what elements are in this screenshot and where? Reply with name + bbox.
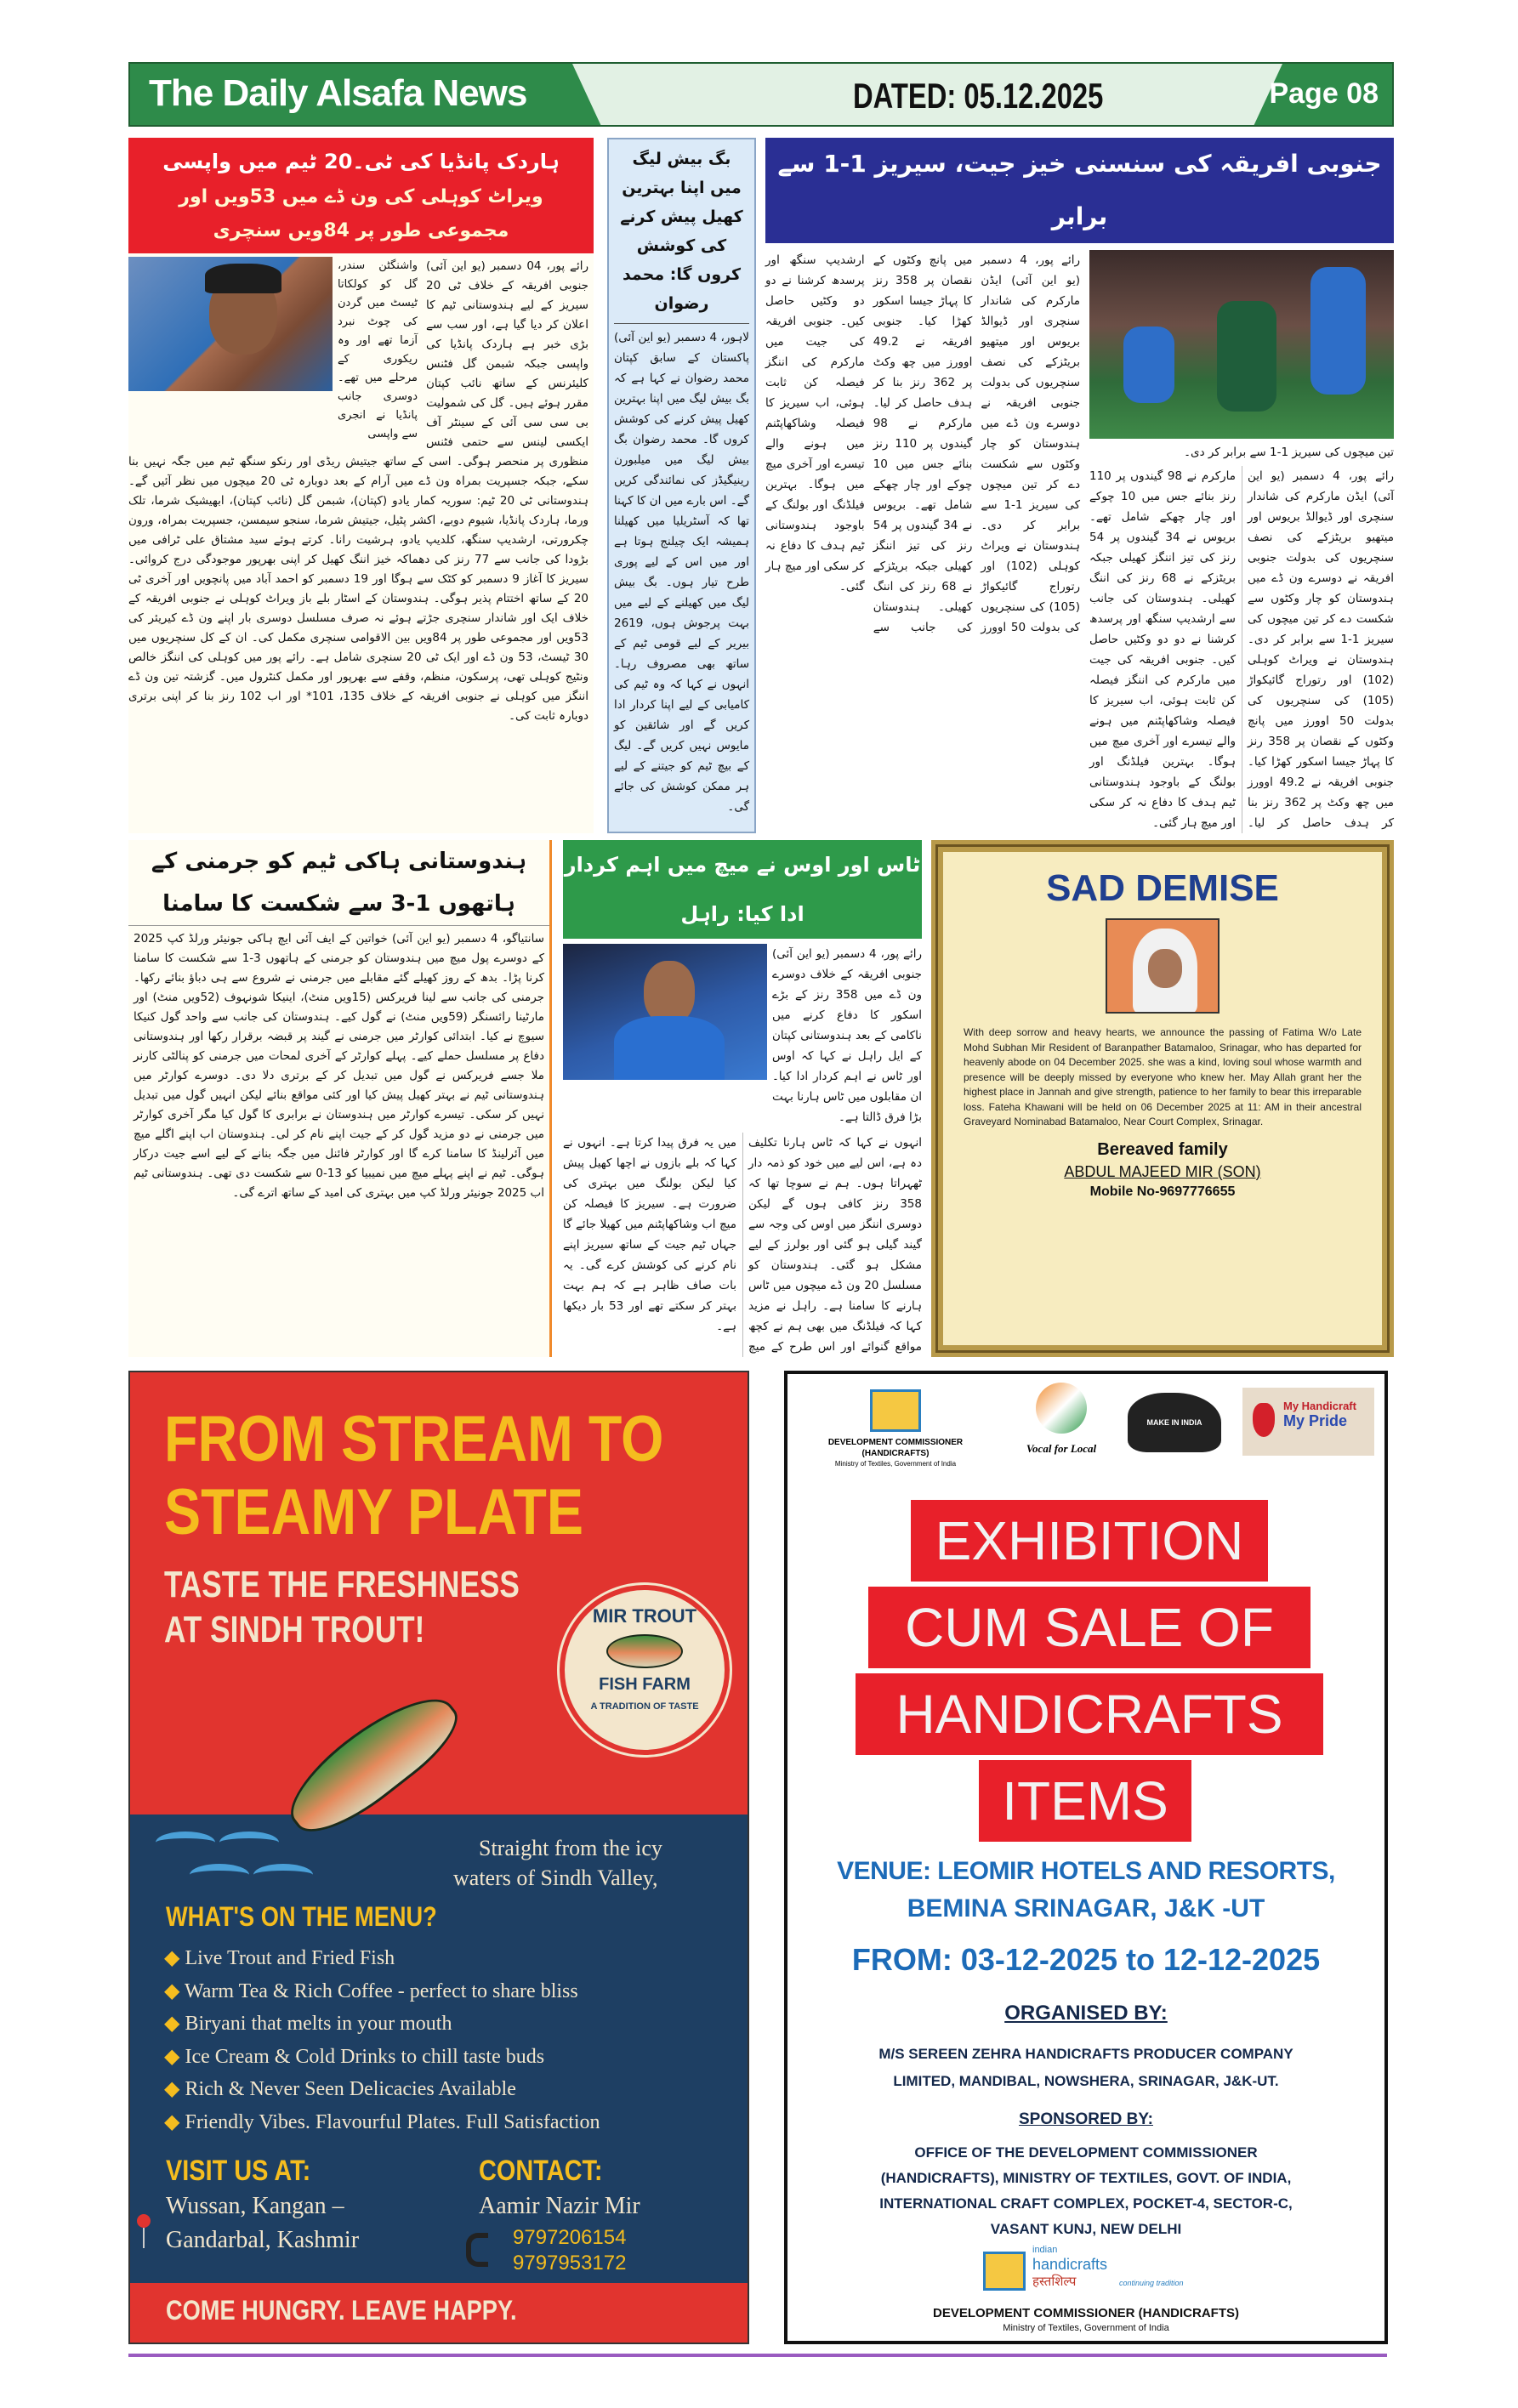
footer-dc-title: DEVELOPMENT COMMISSIONER (HANDICRAFTS) xyxy=(933,2306,1239,2320)
venue-line-1: VENUE: LEOMIR HOTELS AND RESORTS, xyxy=(837,1857,1335,1885)
sponsor-line-2: (HANDICRAFTS), MINISTRY OF TEXTILES, GOVT. OF INDIA, xyxy=(880,2170,1292,2186)
contact-title: CONTACT: xyxy=(479,2155,603,2187)
sponsored-label: SPONSORED BY: xyxy=(1018,2110,1153,2128)
headline-hardik xyxy=(128,138,594,253)
phone-1: 9797206154 xyxy=(513,2226,627,2249)
row-top-stories xyxy=(128,138,1394,833)
venue-line-2: BEMINA SRINAGAR, J&K -UT xyxy=(907,1894,1265,1922)
hand-icon xyxy=(1253,1403,1275,1437)
obituary-title: SAD DEMISE xyxy=(1046,867,1279,909)
sponsor-line-4: VASANT KUNJ, NEW DELHI xyxy=(990,2221,1182,2237)
article-hockey xyxy=(128,840,552,1357)
hardik-pandya-photo xyxy=(128,257,333,391)
article-rizwan xyxy=(607,138,756,833)
headline-rizwan: بگ بیش لیگ میں اپنا بہترین کھیل پیش کرنے کی کوشش کروں گا: محمد رضوان xyxy=(620,150,743,313)
badge-fish-icon xyxy=(606,1634,683,1668)
tricolour-emblem-icon xyxy=(1036,1383,1087,1434)
rizwan-body: لاہور، 4 دسمبر (یو این آئی) پاکستان کے سابق کپتان محمد رضوان نے کہا ہے کہ بگ بیش لیگ میں اپنا بہترین کھیل پیش کرنے کی کوشش کروں گا۔ محمد رضوان بگ بیش لیگ میں میلبورن رینیگیڈز کی نمائندگی کریں گے۔ اس بارے میں ان کا کہنا تھا کہ آسٹریلیا میں کھیلنا ہمیشہ ایک چیلنج ہوتا ہے اور میں اس کے لیے پوری طرح تیار ہوں۔ بگ بیش لیگ میں کھیلنے کے لیے میں بہت پرجوش ہوں، 2619 بیریر کے لیے قومی ٹیم کے ساتھ بھی مصروف رہا۔ انہوں نے کہا کہ وہ ٹیم کی کامیابی کے لیے اپنا کردار ادا کریں گے اور شائقین کو مایوس نہیں کریں گے۔ لیگ کے بیچ ٹیم کو جیتنے کے لیے ہر ممکن کوشش کی جائے گی۔ xyxy=(614,331,749,814)
cricket-match-photo xyxy=(1089,250,1394,439)
trout-ad xyxy=(128,1371,749,2344)
obituary-text: With deep sorrow and heavy hearts, we announce the passing of Fatima W/o Late Mohd Subhan Mir Resident of Baranpather Batamaloo, Srinagar, who has departed for heavenly abode on 04 December 2025. she was a kind, loving soul whose warmth and presence will be deeply missed by everyone who knew her. May Allah grant her the highest place in Jannah and give strength, patience to her family to bear this irreparable loss. Fateha Khawani will be held on 06 December 2025 at 11: AM in their ancestral Graveyard Nominabad Batamaloo, Near Court Complex, Srinagar. xyxy=(964,1026,1362,1127)
expo-title-4: ITEMS xyxy=(979,1760,1191,1842)
deceased-photo xyxy=(1106,918,1220,1014)
handicrafts-logo-icon xyxy=(870,1389,921,1432)
article-sa-win xyxy=(765,138,1394,833)
masthead xyxy=(128,62,1394,127)
organiser-line-2: LIMITED, MANDIBAL, NOWSHERA, SRINAGAR, J&K-UT. xyxy=(893,2073,1279,2089)
menu-title: WHAT'S ON THE MENU? xyxy=(166,1901,437,1932)
menu-item: ◆ Friendly Vibes. Flavourful Plates. Full Satisfaction xyxy=(164,2110,600,2133)
row-adverts xyxy=(128,1371,1394,2344)
rahul-body: انہوں نے کہا کہ ٹاس ہارنا تکلیف دہ ہے، اس لیے میں خود کو ذمہ دار ٹھہراتا ہوں۔ ہم نے سوچا تھا کہ 358 رنز کافی ہوں گے لیکن دوسری اننگز میں اوس کی وجہ سے گیند گیلی ہو گئی اور بولرز کے لیے مشکل ہو گئی۔ ہندوستان کو مسلسل 20 ون ڈے میچوں میں ٹاس ہارنے کا سامنا ہے۔ راہل نے مزید کہا کہ فیلڈنگ میں بھی ہم نے کچھ مواقع گنوائے اور اس طرح کے میچ میں یہ فرق پیدا کرتا ہے۔ انہوں نے کہا کہ بلے بازوں نے اچھا کھیل پیش کیا لیکن بولنگ میں بہتری کی ضرورت ہے۔ سیریز کا فیصلہ کن میچ اب وشاکھاپٹنم میں کھیلا جائے گا جہاں ٹیم جیت کے ساتھ سیریز اپنے نام کرنے کی کوشش کرے گی۔ یہ بات صاف ظاہر ہے کہ ہم بہت بہتر کر سکتے تھے اور 53 بار دیکھا ہے۔ xyxy=(563,1136,922,1354)
page-number: Page 08 xyxy=(1269,77,1379,110)
visit-title: VISIT US AT: xyxy=(166,2155,311,2187)
trout-headline: FROM STREAM TO STEAMY PLATE xyxy=(164,1403,664,1548)
headline-hockey: ہندوستانی ہاکی ٹیم کو جرمنی کے ہاتھوں 1-3 سے شکست کا سامنا xyxy=(128,840,549,926)
dc-logo-sub: Ministry of Textiles, Government of India xyxy=(834,1460,957,1468)
menu-item: ◆ Ice Cream & Cold Drinks to chill taste buds xyxy=(164,2045,545,2068)
sponsor-line-1: OFFICE OF THE DEVELOPMENT COMMISSIONER xyxy=(914,2144,1258,2161)
jersey-number-graphic xyxy=(1217,301,1276,412)
page-bottom-rule xyxy=(128,2354,1387,2357)
menu-item: ◆ Rich & Never Seen Delicacies Available xyxy=(164,2078,516,2100)
obituary-ad xyxy=(931,840,1394,1357)
rahul-body-top: رائے پور، 4 دسمبر (یو این آئی) جنوبی افریقہ کے خلاف دوسرے ون ڈے میں 358 رنز کے بڑے اسکور کا دفاع کرنے میں ناکامی کے بعد ہندوستانی کپتان کے ایل راہل نے کہا کہ اوس اور ٹاس نے اہم کردار ادا کیا۔ ان مقابلوں میں ٹاس ہارنا بہت بڑا فرق ڈالتا ہے۔ xyxy=(772,947,922,1124)
headline-sa-win: جنوبی افریقہ کی سنسنی خیز جیت، سیریز 1-1 سے برابر xyxy=(765,138,1394,243)
expo-title-1: EXHIBITION xyxy=(911,1500,1268,1582)
logo-word-indian: indian xyxy=(1032,2245,1058,2255)
hardik-side-text: واشنگٹن سندر، گل کو کولکاتا ٹیسٹ میں گردن کی چوٹ نبرد آزما تھے اور وہ ریکوری کے مرحلے میں تھے۔ دوسری جانب پانڈیا نے انجری سے واپسی xyxy=(338,259,418,440)
footer-dc-sub: Ministry of Textiles, Government of India xyxy=(1003,2323,1169,2333)
bullet-diamond-icon: ◆ xyxy=(164,1979,185,2002)
mir-trout-badge xyxy=(560,1585,730,1755)
mobile-number: Mobile No-9697776655 xyxy=(1089,1184,1236,1199)
menu-list xyxy=(164,1942,600,2138)
son-name: ABDUL MAJEED MIR (SON) xyxy=(1064,1162,1261,1180)
vocal-for-local-logo xyxy=(1010,1383,1112,1456)
dc-handicrafts-logo xyxy=(798,1389,993,1468)
pride-line-2: My Pride xyxy=(1283,1412,1348,1429)
article-rahul xyxy=(563,840,922,1357)
logo-word-hindi: हस्तशिल्प xyxy=(1032,2274,1077,2289)
phone-icon xyxy=(466,2233,488,2267)
organiser-line-1: M/S SEREEN ZEHRA HANDICRAFTS PRODUCER COMPANY xyxy=(878,2046,1293,2062)
menu-item: ◆ Biryani that melts in your mouth xyxy=(164,2013,452,2035)
contact-name: Aamir Nazir Mir xyxy=(479,2193,640,2219)
bullet-diamond-icon: ◆ xyxy=(164,2110,185,2133)
issue-date: DATED: 05.12.2025 xyxy=(853,76,1104,116)
sponsor-line-3: INTERNATIONAL CRAFT COMPLEX, POCKET-4, SECTOR-C, xyxy=(879,2195,1293,2212)
logo-tagline: continuing tradition xyxy=(1119,2279,1184,2287)
article-hardik xyxy=(128,138,594,833)
trout-tagline-1: Straight from the icy xyxy=(479,1836,662,1860)
handicrafts-logo-icon xyxy=(983,2252,1026,2291)
make-in-india-lion-logo: MAKE IN INDIA xyxy=(1128,1393,1221,1452)
logo-word-handicrafts: handicrafts xyxy=(1032,2256,1108,2273)
bullet-diamond-icon: ◆ xyxy=(164,2013,185,2035)
hardik-body: رائے پور، 04 دسمبر (یو این آئی) جنوبی افریقہ کے خلاف ٹی 20 سیریز کے لیے ہندوستانی ٹیم کا اعلان کر دیا گیا ہے، اور سب سے بڑی خبر ہے ہاردک پانڈیا کی واپسی جبکہ شبمن گل فٹنس کلیئرنس کے ساتھ نائب کپتان مقرر ہوئے ہیں۔ گل کی شمولیت بی سی سی آئی کے سینٹر آف ایکسی لینس سے حتمی فٹنس منظوری پر منحصر ہوگی۔ اسی کے ساتھ جیتیش ریڈی اور رنکو سنگھ ٹیم میں جگہ نہیں بنا سکے، جبکہ جسپریت بمراہ ون ڈے میں آرام کے بعد دوبارہ ٹی 20 میچوں میں نظر آئیں گے۔ ہندوستانی ٹی 20 ٹیم: سوریہ کمار یادو (کپتان)، شبمن گل (نائب کپتان)، ابھیشیک شرما، تلک ورما، ہاردک پانڈیا، شیوم دوبے، اکشر پٹیل، جیتیش شرما، سنجو سیمسن، جسپریت بمراہ، ورون چکرورتی، ارشدیپ سنگھ، کلدیپ یادو، ہرشیت رانا۔ کرتے ہوئے سید مشتاق علی ٹرافی میں بڑودا کی جانب سے 77 رنز کی دھماکہ خیز اننگ کھیل کر اپنی بھرپور موجودگی درج کروائی۔ سیریز کا آغاز 9 دسمبر کو کٹک سے ہوگا اور 19 دسمبر کو احمد آباد میں پانچویں اور آخری ٹی 20 کے ساتھ اختتام پذیر ہوگی۔ ہندوستان کے اسٹار بلے باز ویراٹ کوہلی نے جنوبی افریقہ کے خلاف ایک اور شاندار سنچری جڑتے ہوئے نہ صرف مسلسل دوسری بار اپنے ون ڈے کیریئر کی 53ویں اور مجموعی طور پر 84ویں بین الاقوامی سنچری مکمل کی۔ ان کے کل سنچریوں میں 30 ٹیسٹ، 53 ون ڈے اور ایک ٹی 20 سنچری شامل ہے۔ رائے پور میں کوہلی کی اننگز خالص ونٹیج کوہلی تھی، پرسکون، منظم، وقفے سے بھرپور اور مکمل کنٹرول میں۔ گزشتہ تین ون ڈے اننگز میں کوہلی نے جنوبی افریقہ کے خلاف 135، 101* اور اب 102 رنز بنا کر اپنی برتری دوبارہ ثابت کی۔ xyxy=(128,259,589,723)
organised-label: ORGANISED BY: xyxy=(1004,2002,1168,2025)
my-handicraft-logo xyxy=(1242,1388,1374,1456)
hardik-body-area xyxy=(128,253,594,730)
sa-win-body-cont: رائے پور، 4 دسمبر (یو این آئی) ایڈن مارکرم کی شاندار سنچری اور ڈیوالڈ بریوس اور میتھیو بریٹزکے کی نصف سنچریوں کی بدولت جنوبی افریقہ نے دوسرے ون ڈے میں ہندوستان کو چار وکٹوں سے شکست دے کر تین میچوں کی سیریز 1-1 سے برابر کر دی۔ ہندوستان نے ویراٹ کوہلی (102) اور رتوراج گائیکواڑ (105) کی سنچریوں کی بدولت 50 اوورز میں پانچ وکٹوں کے نقصان پر 358 رنز کا پہاڑ جیسا اسکور کھڑا کیا۔ جنوبی افریقہ نے 49.2 اوورز میں چھ وکٹ پر 362 رنز بنا کر ہدف حاصل کر لیا۔ مارکرم نے 98 گیندوں پر 110 رنز بنائے جس میں 10 چوکے اور چار چھکے شامل تھے۔ بریوس نے 34 گیندوں پر 54 رنز کی تیز اننگز کھیلی جبکہ بریٹزکے نے 68 رنز کی اننگ کھیلی۔ ہندوستان کی جانب سے ارشدیپ سنگھ اور پرسدھ کرشنا نے دو دو وکٹیں حاصل کیں۔ جنوبی افریقہ کی جیت میں مارکرم کی اننگز فیصلہ کن ثابت ہوئی، اب سیریز کا فیصلہ وشاکھاپٹنم میں ہونے والے تیسرے اور آخری میچ میں ہوگا۔ بہترین فیلڈنگ اور بولنگ کے باوجود ہندوستانی ٹیم ہدف کا دفاع نہ کر سکی اور میچ ہار گئی۔ xyxy=(1089,469,1395,830)
sa-win-caption: تین میچوں کی سیریز 1-1 سے برابر کر دی۔ xyxy=(1184,446,1394,459)
trout-tagline-2: waters of Sindh Valley, xyxy=(453,1866,658,1890)
exhibition-ad xyxy=(784,1371,1388,2344)
bullet-diamond-icon: ◆ xyxy=(164,2045,185,2068)
trout-sub-2: AT SINDH TROUT! xyxy=(164,1609,425,1650)
map-pin-icon xyxy=(137,2214,151,2228)
badge-mid-text: FISH FARM xyxy=(599,1675,691,1694)
bullet-diamond-icon: ◆ xyxy=(164,1947,185,1969)
hardik-figure xyxy=(128,257,418,444)
vocal-logo-text: Vocal for Local xyxy=(1026,1442,1097,1455)
phone-2: 9797953172 xyxy=(513,2252,627,2275)
sa-win-body: رائے پور، 4 دسمبر (یو این آئی) ایڈن مارکرم کی شاندار سنچری اور ڈیوالڈ بریوس اور میتھیو بریٹزکے کی نصف سنچریوں کی بدولت جنوبی افریقہ نے دوسرے ون ڈے میں ہندوستان کو چار وکٹوں سے شکست دے کر تین میچوں کی سیریز 1-1 سے برابر کر دی۔ ہندوستان نے ویراٹ کوہلی (102) اور رتوراج گائیکواڑ (105) کی سنچریوں کی بدولت 50 اوورز میں پانچ وکٹوں کے نقصان پر 358 رنز کا پہاڑ جیسا اسکور کھڑا کیا۔ جنوبی افریقہ نے 49.2 اوورز میں چھ وکٹ پر 362 رنز بنا کر ہدف حاصل کر لیا۔ مارکرم نے 98 گیندوں پر 110 رنز بنائے جس میں 10 چوکے اور چار چھکے شامل تھے۔ بریوس نے 34 گیندوں پر 54 رنز کی تیز اننگز کھیلی جبکہ بریٹزکے نے 68 رنز کی اننگ کھیلی۔ ہندوستان کی جانب سے ارشدیپ سنگھ اور پرسدھ کرشنا نے دو دو وکٹیں حاصل کیں۔ جنوبی افریقہ کی جیت میں مارکرم کی اننگز فیصلہ کن ثابت ہوئی، اب سیریز کا فیصلہ وشاکھاپٹنم میں ہونے والے تیسرے اور آخری میچ میں ہوگا۔ بہترین فیلڈنگ اور بولنگ کے باوجود ہندوستانی ٹیم ہدف کا دفاع نہ کر سکی اور میچ ہار گئی۔ xyxy=(765,253,1080,634)
menu-item: ◆ Warm Tea & Rich Coffee - perfect to share bliss xyxy=(164,1979,578,2002)
headline-line-1: ہاردک پانڈیا کی ٹی۔20 ٹیم میں واپسی xyxy=(162,150,560,173)
trout-sub-1: TASTE THE FRESHNESS xyxy=(164,1564,520,1605)
address-line-2: Gandarbal, Kashmir xyxy=(166,2227,360,2253)
bereaved-label: Bereaved family xyxy=(1097,1139,1228,1159)
dc-logo-title: DEVELOPMENT COMMISSIONER (HANDICRAFTS) xyxy=(827,1438,964,1458)
exhibition-dates: FROM: 03-12-2025 to 12-12-2025 xyxy=(851,1942,1321,1977)
bullet-diamond-icon: ◆ xyxy=(164,2078,185,2100)
badge-top-text: MIR TROUT xyxy=(592,1605,697,1627)
map-pin-stem xyxy=(143,2228,145,2248)
indian-handicrafts-footer-logo xyxy=(983,2245,1204,2303)
headline-line-2: ویراٹ کوہلی کی ون ڈے میں 53ویں اور مجموعی طور پر 84ویں سنچری xyxy=(179,186,543,241)
headline-rahul: ٹاس اور اوس نے میچ میں اہم کردار ادا کیا: راہل xyxy=(563,840,922,939)
trout-footer-text: COME HUNGRY. LEAVE HAPPY. xyxy=(166,2295,517,2326)
hockey-body: سانتیاگو، 4 دسمبر (یو این آئی) خواتین کے ایف آئی ایچ ہاکی جونیئر ورلڈ کپ 2025 کے دوسرے پول میچ میں ہندوستان کو جرمنی کے ہاتھوں 3-1 سے شکست کا سامنا کرنا پڑا۔ بدھ کے روز کھیلے گئے مقابلے میں جرمنی نے شروع سے ہی دباؤ بنائے رکھا۔ جرمنی کی جانب سے لینا فریرکس (15ویں منٹ)، اینیکا شونہوف (52ویں منٹ) اور مارٹینا رائسنگر (59ویں منٹ) نے گول کیے۔ ہندوستان کی جانب سے واحد گول کنیکا سیوچ نے کیا۔ ابتدائی کوارٹر میں جرمنی نے گیند پر قبضہ برقرار رکھا اور ہندوستانی دفاع پر مسلسل حملے کیے۔ پہلے کوارٹر کے آخری لمحات میں جرمنی کو پنالٹی کارنر ملا جسے فریرکس نے گول میں تبدیل کر کے برتری دلا دی۔ دوسرے کوارٹر میں ہندوستانی ٹیم نے بہتر کھیل پیش کیا اور کئی مواقع بنائے لیکن انہیں گول میں تبدیل نہیں کر سکی۔ تیسرے کوارٹر میں ہندوستان نے برابری کا گول کیا مگر آخری کوارٹر میں جرمنی نے دو مزید گول کر کے جیت اپنے نام کر لی۔ ہندوستان اب اپنے اگلے میچ میں آئرلینڈ کا سامنا کرے گا اور کوارٹر فائنل میں جگہ بنانے کے لیے اسے جیت درکار ہوگی۔ ٹیم نے اپنے پہلے میچ میں نمیبیا کو 13-0 سے شکست دی تھی۔ ہندوستانی ٹیم اب 2025 جونیئر ورلڈ کپ میں بہتری کی امید کے ساتھ اترے گی۔ xyxy=(134,932,545,1200)
trout-footer xyxy=(130,2283,748,2343)
row-middle-stories xyxy=(128,840,1394,1357)
paper-name: The Daily Alsafa News xyxy=(149,72,527,114)
kl-rahul-photo xyxy=(563,944,767,1080)
pride-line-1: My Handicraft xyxy=(1283,1400,1356,1412)
expo-title-2: CUM SALE OF xyxy=(868,1587,1310,1668)
badge-ribbon-text: A TRADITION OF TASTE xyxy=(590,1701,699,1712)
address-line-1: Wussan, Kangan – xyxy=(166,2193,344,2219)
expo-title-3: HANDICRAFTS xyxy=(856,1673,1323,1755)
menu-item: ◆ Live Trout and Fried Fish xyxy=(164,1947,395,1969)
